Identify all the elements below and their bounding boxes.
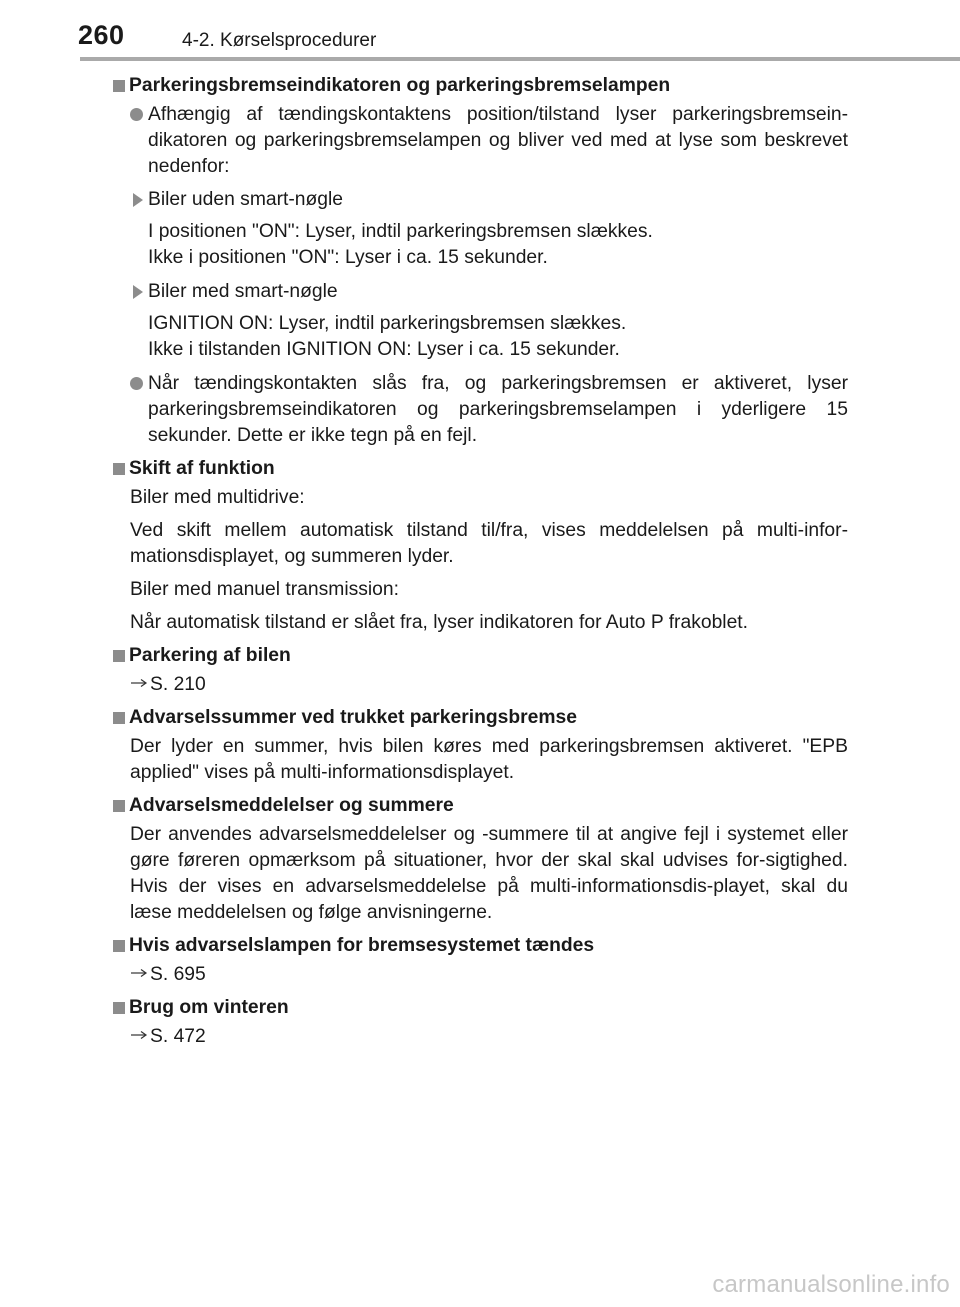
section-warning-messages [112, 793, 848, 926]
square-bullet-icon [113, 712, 125, 724]
paragraph: Der lyder en summer, hvis bilen køres med parkeringsbremsen aktiveret. "EPB applied" vises på multi-informationsdisplayet. [130, 736, 848, 783]
paragraph: Der anvendes advarselsmeddelelser og -summere til at angive fejl i systemet eller gøre føreren opmærksom på situationer, hvor der skal skal udvises for-sigtighed. Hvis der vises en advarselsmeddelelse på multi-informationsdis-playet, skal du læse meddelelsen og følge anvisningerne. [130, 824, 848, 923]
body-line: I positionen "ON": Lyser, indtil parkeringsbremsen slækkes. [148, 221, 653, 242]
section-heading [112, 73, 848, 99]
circle-bullet-icon [130, 108, 143, 121]
header-divider [80, 57, 960, 61]
section-heading [112, 933, 848, 959]
page-header [0, 0, 960, 62]
section-parking-brake-indicator [112, 73, 848, 449]
section-heading [112, 793, 848, 819]
paragraph: Ved skift mellem automatisk tilstand til/fra, vises meddelelsen på multi-infor-mationsdisplayet, og summeren lyder. [130, 520, 848, 567]
page-reference[interactable] [112, 672, 848, 698]
heading-text: Parkering af bilen [129, 645, 291, 666]
reference-text: S. 472 [150, 1026, 206, 1047]
heading-text: Hvis advarselslampen for bremsesystemet tændes [129, 935, 595, 956]
section-warning-buzzer [112, 705, 848, 786]
section-winter-use [112, 995, 848, 1050]
paragraph: Biler med multidrive: [130, 487, 305, 508]
square-bullet-icon [113, 800, 125, 812]
heading-text: Parkeringsbremseindikatoren og parkeringsbremselampen [129, 75, 671, 96]
body-line: IGNITION ON: Lyser, indtil parkeringsbremsen slækkes. [148, 313, 627, 334]
body-line: Ikke i tilstanden IGNITION ON: Lyser i ca. 15 sekunder. [148, 339, 620, 360]
square-bullet-icon [113, 80, 125, 92]
section-heading [112, 643, 848, 669]
sub-item-body [112, 219, 848, 271]
bullet-item [112, 371, 848, 449]
sub-item-with-smart-key [112, 279, 848, 305]
section-heading [112, 995, 848, 1021]
bullet-item [112, 102, 848, 180]
arrow-right-icon [130, 967, 148, 979]
bullet-text: Afhængig af tændingskontaktens position/tilstand lyser parkeringsbremsein-dikatoren og parkeringsbremselampen og bliver ved med at lyse som beskrevet nedenfor: [148, 104, 848, 177]
heading-text: Brug om vinteren [129, 997, 289, 1018]
heading-text: Advarselsmeddelelser og summere [129, 795, 454, 816]
square-bullet-icon [113, 1002, 125, 1014]
bullet-text: Når tændingskontakten slås fra, og parkeringsbremsen er aktiveret, lyser parkeringsbremseindikatoren og parkeringsbremselampen i yderligere 15 sekunder. Dette er ikke tegn på en fejl. [148, 373, 848, 446]
section-change-function [112, 456, 848, 636]
page-reference[interactable] [112, 962, 848, 988]
reference-text: S. 210 [150, 674, 206, 695]
square-bullet-icon [113, 463, 125, 475]
paragraph: Når automatisk tilstand er slået fra, lyser indikatoren for Auto P frakoblet. [130, 612, 749, 633]
page-content [112, 73, 848, 1057]
arrow-right-icon [130, 677, 148, 689]
section-heading [112, 456, 848, 482]
sub-item-title: Biler uden smart-nøgle [148, 189, 344, 210]
paragraph: Biler med manuel transmission: [130, 579, 399, 600]
arrow-right-icon [130, 1029, 148, 1041]
section-heading [112, 705, 848, 731]
sub-item-body [112, 311, 848, 363]
triangle-bullet-icon [133, 285, 143, 299]
heading-text: Skift af funktion [129, 458, 275, 479]
square-bullet-icon [113, 650, 125, 662]
section-brake-warning-light [112, 933, 848, 988]
chapter-title: 4-2. Kørselsprocedurer [182, 30, 377, 51]
reference-text: S. 695 [150, 964, 206, 985]
body-line: Ikke i positionen "ON": Lyser i ca. 15 sekunder. [148, 247, 548, 268]
page-number: 260 [78, 20, 125, 50]
circle-bullet-icon [130, 377, 143, 390]
sub-item-title: Biler med smart-nøgle [148, 281, 338, 302]
triangle-bullet-icon [133, 193, 143, 207]
square-bullet-icon [113, 940, 125, 952]
watermark: carmanualsonline.info [712, 1271, 950, 1298]
page-reference[interactable] [112, 1024, 848, 1050]
section-parking-the-car [112, 643, 848, 698]
heading-text: Advarselssummer ved trukket parkeringsbremse [129, 707, 577, 728]
sub-item-without-smart-key [112, 187, 848, 213]
